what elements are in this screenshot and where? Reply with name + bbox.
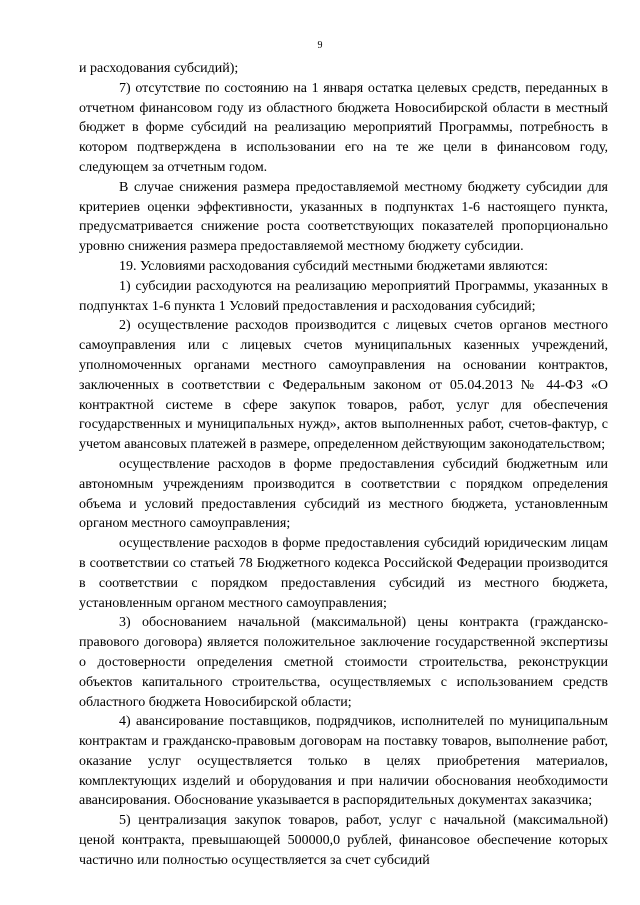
paragraph-reduction-case: В случае снижения размера предоставляемой местному бюджету субсидии для критериев оценки эффективности, указанных в подпунктах 1-6 настоящего пункта, предусматривается снижение роста соответствующих показателей пропорционально уровню снижения размера предоставляемой местному бюджету субсидии. bbox=[79, 179, 608, 255]
paragraph-budget-institutions: осуществление расходов в форме предоставления субсидий бюджетным или автономным учреждениям производится в соответствии с порядком определения объема и условий предоставления субсидий из местного бюджета, установленным органом местного самоуправления; bbox=[79, 456, 608, 532]
paragraph-legal-entities: осуществление расходов в форме предоставления субсидий юридическим лицам в соответствии со статьей 78 Бюджетного кодекса Российской Федерации производится в соответствии с порядком предоставления субсидий из местного бюджета, установленным органом местного самоуправления; bbox=[79, 536, 608, 611]
paragraph-condition-4: 4) авансирование поставщиков, подрядчиков, исполнителей по муниципальным контрактам и гражданско-правовым договорам на поставку товаров, выполнение работ, оказание услуг осуществляется только в целях приобретения материалов, комплектующих изделий и оборудования и при наличии обоснования необходимости авансирования. Обоснование указывается в распорядительных документах заказчика; bbox=[79, 714, 608, 809]
paragraph-condition-3: 3) обоснованием начальной (максимальной) цены контракта (гражданско-правового договора) является положительное заключение государственной экспертизы о достоверности определения сметной стоимости строительства, реконструкции объектов капитального строительства, осуществляемых с использованием средств областного бюджета Новосибирской области; bbox=[79, 615, 608, 710]
paragraph-condition-5: 5) централизация закупок товаров, работ, услуг с начальной (максимальной) ценой контракта, превышающей 500000,0 рублей, финансовое обеспечение которых частично или полностью осуществляется за счет субсидий bbox=[79, 813, 608, 868]
page-number: 9 bbox=[317, 40, 323, 51]
paragraph-item-7: 7) отсутствие по состоянию на 1 января остатка целевых средств, переданных в отчетном финансовом году из областного бюджета Новосибирской области в местный бюджет в форме субсидий на реализацию мероприятий Программы, потребность в котором подтверждена в использовании его на те же цели в финансовом году, следующем за отчетным годом. bbox=[79, 80, 608, 175]
paragraph-condition-1: 1) субсидии расходуются на реализацию мероприятий Программы, указанных в подпунктах 1-6 пункта 1 Условий предоставления и расходования субсидий; bbox=[79, 278, 608, 314]
paragraph-condition-2: 2) осуществление расходов производится с лицевых счетов органов местного самоуправления или с лицевых счетов муниципальных казенных учреждений, уполномоченных органами местного самоуправления на основании контрактов, заключенных в соответствии с Федеральным законом от 05.04.2013 № 44-ФЗ «О контрактной системе в сфере закупок товаров, работ, услуг для обеспечения государственных и муниципальных нужд», актов выполненных работ, счетов-фактур, с учетом авансовых платежей в размере, определенном действующим законодательством; bbox=[79, 318, 608, 453]
paragraph-section-19: 19. Условиями расходования субсидий местными бюджетами являются: bbox=[119, 258, 549, 274]
paragraph-continuation: и расходования субсидий); bbox=[79, 61, 239, 76]
document-body bbox=[79, 59, 608, 871]
